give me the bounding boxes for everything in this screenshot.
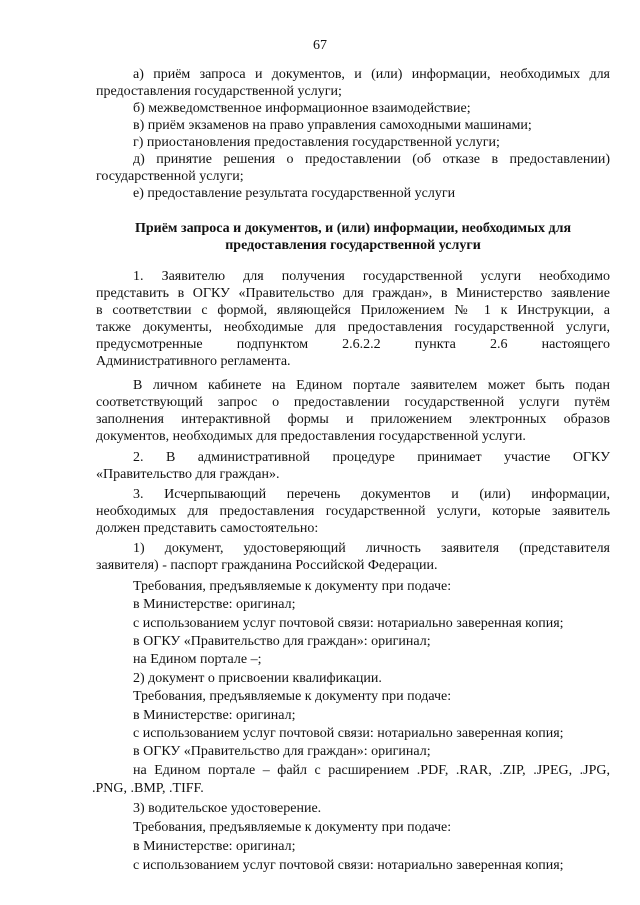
intro-line: е) предоставление результата государственной услуги <box>133 186 456 201</box>
body-line: .PNG, .BMP, .TIFF. <box>92 781 204 796</box>
body-line: необходимых для предоставления государственной услуги, которые заявитель <box>96 504 610 519</box>
intro-line: в) приём экзаменов на право управления самоходными машинами; <box>133 118 532 133</box>
body-line: 1. Заявителю для получения государственной услуги необходимо <box>133 269 610 284</box>
body-line: 3) водительское удостоверение. <box>133 801 322 816</box>
body-line: документов, необходимых для предоставления государственной услуги. <box>96 429 526 444</box>
body-line: 2) документ о присвоении квалификации. <box>133 671 382 686</box>
body-line: представить в ОГКУ «Правительство для граждан», в Министерство заявление <box>96 286 610 301</box>
section-heading-line: предоставления государственной услуги <box>225 238 481 253</box>
body-line: Требования, предъявляемые к документу при подаче: <box>133 820 452 835</box>
intro-line: предоставления государственной услуги; <box>96 84 342 99</box>
body-line: в соответствии с формой, являющейся Приложением № 1 к Инструкции, а <box>96 303 610 318</box>
intro-line: г) приостановления предоставления государственной услуги; <box>133 135 500 150</box>
body-line: Требования, предъявляемые к документу при подаче: <box>133 579 452 594</box>
body-line: в Министерстве: оригинал; <box>133 708 296 723</box>
body-line: также документы, необходимые для предоставления государственной услуги, <box>96 320 610 335</box>
body-line: на Едином портале – файл с расширением .PDF, .RAR, .ZIP, .JPEG, .JPG, <box>133 763 610 778</box>
body-line: в Министерстве: оригинал; <box>133 597 296 612</box>
section-heading-line: Приём запроса и документов, и (или) информации, необходимых для <box>134 221 572 236</box>
body-line: на Едином портале –; <box>133 652 262 667</box>
intro-line: государственной услуги; <box>96 169 244 184</box>
body-line: в ОГКУ «Правительство для граждан»: оригинал; <box>133 634 431 649</box>
body-line: предусмотренные подпунктом 2.6.2.2 пункта 2.6 настоящего <box>96 337 610 352</box>
body-line: соответствующий запрос о предоставлении государственной услуги путём <box>96 395 610 410</box>
body-line: заявителя) - паспорт гражданина Российской Федерации. <box>96 558 438 573</box>
body-line: «Правительство для граждан». <box>96 467 280 482</box>
body-line: 3. Исчерпывающий перечень документов и (или) информации, <box>133 487 610 502</box>
body-line: В личном кабинете на Едином портале заявителем может быть подан <box>133 378 610 393</box>
intro-line: б) межведомственное информационное взаимодействие; <box>133 101 471 116</box>
body-line: заполнения интерактивной формы и приложением электронных образов <box>96 412 610 427</box>
body-line: с использованием услуг почтовой связи: нотариально заверенная копия; <box>133 616 564 631</box>
body-line: 1) документ, удостоверяющий личность заявителя (представителя <box>133 541 610 556</box>
intro-line: д) принятие решения о предоставлении (об отказе в предоставлении) <box>133 152 610 167</box>
body-line: должен представить самостоятельно: <box>96 521 319 536</box>
body-line: Административного регламента. <box>96 354 291 369</box>
body-line: с использованием услуг почтовой связи: нотариально заверенная копия; <box>133 726 564 741</box>
body-line: в Министерстве: оригинал; <box>133 839 296 854</box>
body-line: в ОГКУ «Правительство для граждан»: оригинал; <box>133 744 431 759</box>
page-number: 67 <box>313 38 327 53</box>
body-line: 2. В административной процедуре принимает участие ОГКУ <box>133 450 610 465</box>
body-line: с использованием услуг почтовой связи: нотариально заверенная копия; <box>133 858 564 873</box>
body-line: Требования, предъявляемые к документу при подаче: <box>133 689 452 704</box>
intro-line: а) приём запроса и документов, и (или) информации, необходимых для <box>133 67 610 82</box>
